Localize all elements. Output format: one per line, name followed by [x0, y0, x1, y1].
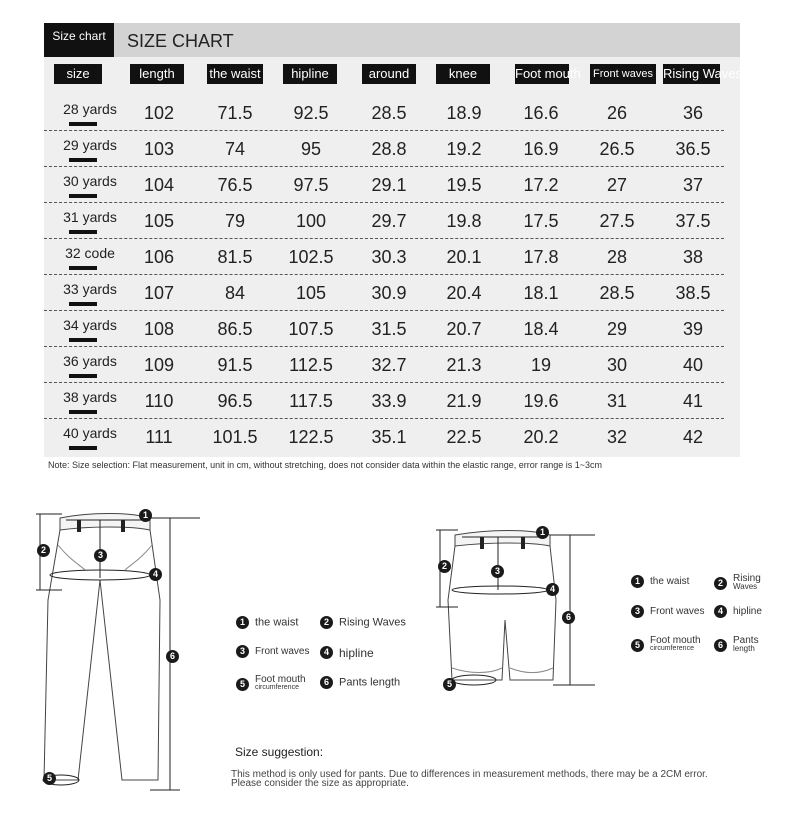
column-header-knee: knee [436, 64, 490, 84]
value-cell: 91.5 [217, 355, 253, 375]
legend-item-pants-length: 6 Pants length [320, 676, 400, 689]
value-cell: 20.2 [523, 427, 559, 447]
legend-num-1-icon: 1 [236, 616, 249, 629]
column-header-front-waves: Front waves [590, 64, 656, 84]
value-cell: 30.3 [371, 247, 407, 267]
value-cell: 96.5 [217, 391, 253, 411]
value-cell: 102 [143, 103, 175, 123]
legend-item-waist: 1 the waist [236, 616, 298, 629]
value-cell: 97.5 [293, 175, 329, 195]
value-cell: 38 [682, 247, 704, 267]
legend-num-3-icon: 3 [236, 645, 249, 658]
value-cell: 31.5 [371, 319, 407, 339]
value-cell: 101.5 [212, 427, 258, 447]
shorts-marker-1-icon: 1 [536, 526, 549, 539]
value-cell: 36.5 [675, 139, 711, 159]
value-cell: 20.4 [446, 283, 482, 303]
value-cell: 30 [606, 355, 628, 375]
value-cell: 27.5 [599, 211, 635, 231]
shorts-legend-num-4-icon: 4 [714, 605, 727, 618]
marker-1-icon: 1 [139, 509, 152, 522]
value-cell: 18.1 [523, 283, 559, 303]
legend-num-5-icon: 5 [236, 678, 249, 691]
value-cell: 84 [224, 283, 246, 303]
column-header-length: length [130, 64, 184, 84]
marker-2-icon: 2 [37, 544, 50, 557]
shorts-legend-num-3-icon: 3 [631, 605, 644, 618]
value-cell: 33.9 [371, 391, 407, 411]
legend-num-2-icon: 2 [320, 616, 333, 629]
value-cell: 18.9 [446, 103, 482, 123]
size-cell: 34 yards [63, 317, 117, 333]
value-cell: 71.5 [217, 103, 253, 123]
legend-num-4-icon: 4 [320, 646, 333, 659]
value-cell: 26 [606, 103, 628, 123]
value-cell: 105 [143, 211, 175, 231]
value-cell: 19.5 [446, 175, 482, 195]
page-title: SIZE CHART [127, 31, 234, 51]
value-cell: 103 [143, 139, 175, 159]
value-cell: 107 [143, 283, 175, 303]
shorts-marker-4-icon: 4 [546, 583, 559, 596]
value-cell: 29.7 [371, 211, 407, 231]
marker-6-icon: 6 [166, 650, 179, 663]
value-cell: 35.1 [371, 427, 407, 447]
value-cell: 110 [144, 391, 174, 411]
value-cell: 42 [682, 427, 704, 447]
column-header-rising-waves: Rising Waves [663, 64, 720, 84]
value-cell: 37 [682, 175, 704, 195]
value-cell: 20.7 [446, 319, 482, 339]
value-cell: 28.8 [371, 139, 407, 159]
value-cell: 28.5 [371, 103, 407, 123]
shorts-marker-3-icon: 3 [491, 565, 504, 578]
value-cell: 117.5 [289, 391, 333, 411]
size-cell: 31 yards [63, 209, 117, 225]
value-cell: 31 [606, 391, 628, 411]
size-cell: 33 yards [63, 281, 117, 297]
value-cell: 27 [606, 175, 628, 195]
size-cell: 29 yards [63, 137, 117, 153]
value-cell: 29 [606, 319, 628, 339]
value-cell: 39 [682, 319, 704, 339]
size-cell: 32 code [65, 245, 115, 261]
value-cell: 111 [145, 427, 173, 447]
value-cell: 100 [295, 211, 327, 231]
value-cell: 29.1 [371, 175, 407, 195]
column-header-hipline: hipline [283, 64, 337, 84]
shorts-legend-num-2-icon: 2 [714, 577, 727, 590]
legend-item-front-waves: 3 Front waves [236, 645, 309, 658]
value-cell: 108 [143, 319, 175, 339]
size-suggestion-text: This method is only used for pants. Due to differences in measurement methods, there may be a 2CM error. Please consider the size as appropriate. [231, 769, 708, 789]
value-cell: 37.5 [675, 211, 711, 231]
value-cell: 22.5 [446, 427, 482, 447]
measurement-note: Note: Size selection: Flat measurement, unit in cm, without stretching, does not consider data within the elastic range, error range is 1~3cm [48, 460, 603, 470]
legend-item-rising-waves: 2 Rising Waves [320, 616, 406, 629]
value-cell: 17.8 [523, 247, 559, 267]
value-cell: 81.5 [217, 247, 253, 267]
value-cell: 18.4 [523, 319, 559, 339]
value-cell: 28.5 [599, 283, 635, 303]
shorts-legend-num-1-icon: 1 [631, 575, 644, 588]
value-cell: 76.5 [217, 175, 253, 195]
shorts-legend-num-5-icon: 5 [631, 639, 644, 652]
value-cell: 106 [143, 247, 175, 267]
column-header-size: size [54, 64, 102, 84]
size-cell: 28 yards [63, 101, 117, 117]
shorts-legend-item-waist: 1 the waist [631, 575, 689, 588]
value-cell: 102.5 [288, 247, 334, 267]
value-cell: 41 [682, 391, 704, 411]
marker-5-icon: 5 [43, 772, 56, 785]
value-cell: 112.5 [289, 355, 333, 375]
shorts-legend-item-foot-mouth: 5 Foot mouth circumference [631, 637, 704, 653]
value-cell: 107.5 [288, 319, 334, 339]
value-cell: 32.7 [371, 355, 407, 375]
marker-3-icon: 3 [94, 549, 107, 562]
size-cell: 30 yards [63, 173, 117, 189]
size-cell: 40 yards [63, 425, 117, 441]
value-cell: 30.9 [371, 283, 407, 303]
value-cell: 109 [143, 355, 175, 375]
value-cell: 92.5 [293, 103, 329, 123]
value-cell: 79 [224, 211, 246, 231]
value-cell: 19.8 [446, 211, 482, 231]
legend-item-foot-mouth: 5 Foot mouth circumference [236, 676, 309, 692]
value-cell: 19 [530, 355, 552, 375]
value-cell: 38.5 [675, 283, 711, 303]
shorts-marker-6-icon: 6 [562, 611, 575, 624]
value-cell: 26.5 [599, 139, 635, 159]
legend-item-hipline: 4 hipline [320, 645, 374, 660]
value-cell: 17.5 [523, 211, 559, 231]
shorts-legend-item-pants-length: 6 Pants length [714, 637, 773, 653]
column-header-waist: the waist [207, 64, 263, 84]
legend-num-6-icon: 6 [320, 676, 333, 689]
size-cell: 36 yards [63, 353, 117, 369]
value-cell: 74 [224, 139, 246, 159]
shorts-legend-item-hipline: 4 hipline [714, 605, 762, 618]
value-cell: 28 [606, 247, 628, 267]
shorts-legend-item-rising-waves: 2 Rising Waves [714, 575, 773, 591]
value-cell: 105 [295, 283, 327, 303]
value-cell: 17.2 [523, 175, 559, 195]
value-cell: 21.9 [446, 391, 482, 411]
value-cell: 19.2 [446, 139, 482, 159]
size-cell: 38 yards [63, 389, 117, 405]
shorts-legend-num-6-icon: 6 [714, 639, 727, 652]
value-cell: 95 [300, 139, 322, 159]
shorts-marker-2-icon: 2 [438, 560, 451, 573]
column-header-around: around [362, 64, 416, 84]
value-cell: 40 [682, 355, 704, 375]
value-cell: 19.6 [523, 391, 559, 411]
marker-4-icon: 4 [149, 568, 162, 581]
shorts-legend-item-front-waves: 3 Front waves [631, 605, 704, 618]
value-cell: 36 [682, 103, 704, 123]
value-cell: 122.5 [288, 427, 334, 447]
size-suggestion-title: Size suggestion: [235, 745, 324, 759]
size-chart-tag: Size chart [44, 23, 114, 57]
value-cell: 86.5 [217, 319, 253, 339]
value-cell: 16.9 [523, 139, 559, 159]
value-cell: 32 [606, 427, 628, 447]
column-header-foot-mouth: Foot mouth [515, 64, 569, 84]
shorts-marker-5-icon: 5 [443, 678, 456, 691]
value-cell: 20.1 [446, 247, 482, 267]
value-cell: 21.3 [446, 355, 482, 375]
value-cell: 104 [143, 175, 175, 195]
value-cell: 16.6 [523, 103, 559, 123]
